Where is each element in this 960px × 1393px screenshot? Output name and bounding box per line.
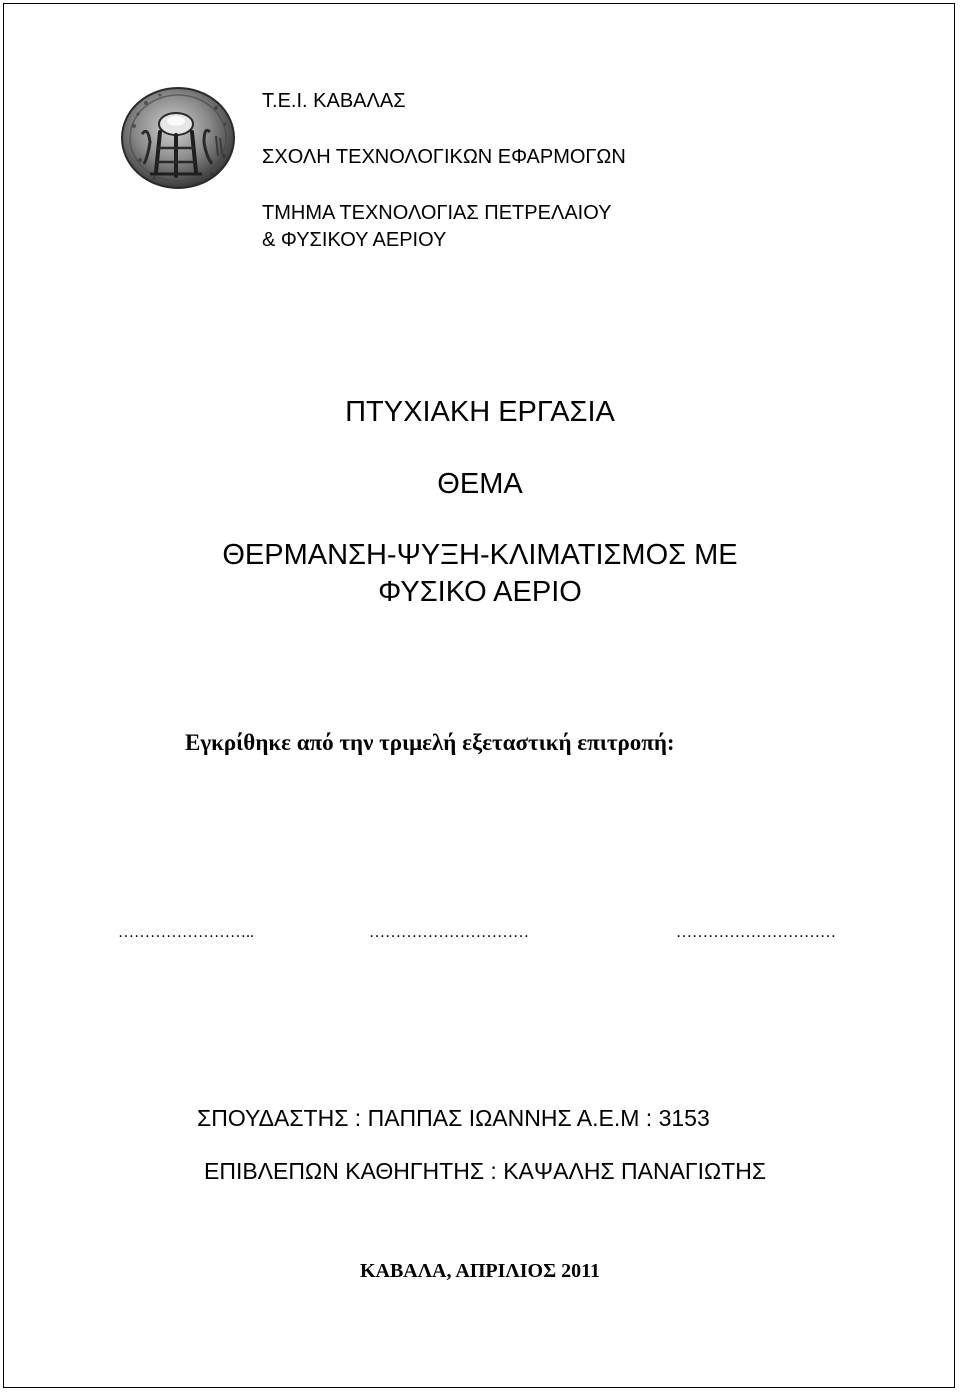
place-date: ΚΑΒΑΛΑ, ΑΠΡΙΛΙΟΣ 2011 (359, 1260, 601, 1282)
ancient-coin-seal-icon (120, 86, 236, 190)
subject-line1: ΘΕΡΜΑΝΣΗ-ΨΥΞΗ-ΚΛΙΜΑΤΙΣΜΟΣ ΜΕ (222, 539, 738, 571)
department-name-line1: ΤΜΗΜΑ ΤΕΧΝΟΛΟΓΙΑΣ ΠΕΤΡΕΛΑΙΟΥ (262, 202, 612, 224)
subject-line2: ΦΥΣΙΚΟ ΑΕΡΙΟ (378, 576, 582, 608)
signature-line-2: ………………………… (369, 924, 529, 941)
student-info: ΣΠΟΥΔΑΣΤΗΣ : ΠΑΠΠΑΣ ΙΩΑΝΝΗΣ Α.Ε.Μ : 3153 (197, 1105, 710, 1131)
school-name: ΣΧΟΛΗ ΤΕΧΝΟΛΟΓΙΚΩΝ ΕΦΑΡΜΟΓΩΝ (262, 146, 626, 168)
subject-label: ΘΕΜΑ (437, 468, 523, 500)
supervisor-info: ΕΠΙΒΛΕΠΩΝ ΚΑΘΗΓΗΤΗΣ : ΚΑΨΑΛΗΣ ΠΑΝΑΓΙΩΤΗΣ (204, 1158, 767, 1184)
department-name-line2: & ΦΥΣΙΚΟΥ ΑΕΡΙΟΥ (262, 229, 447, 251)
thesis-type: ΠΤΥΧΙΑΚΗ ΕΡΓΑΣΙΑ (345, 396, 615, 428)
approval-statement: Εγκρίθηκε από την τριμελή εξεταστική επιτροπή: (185, 730, 675, 755)
signature-line-1: …………………….. (118, 924, 254, 941)
institution-name: Τ.Ε.Ι. ΚΑΒΑΛΑΣ (262, 90, 406, 112)
signature-line-3: ………………………… (676, 924, 836, 941)
